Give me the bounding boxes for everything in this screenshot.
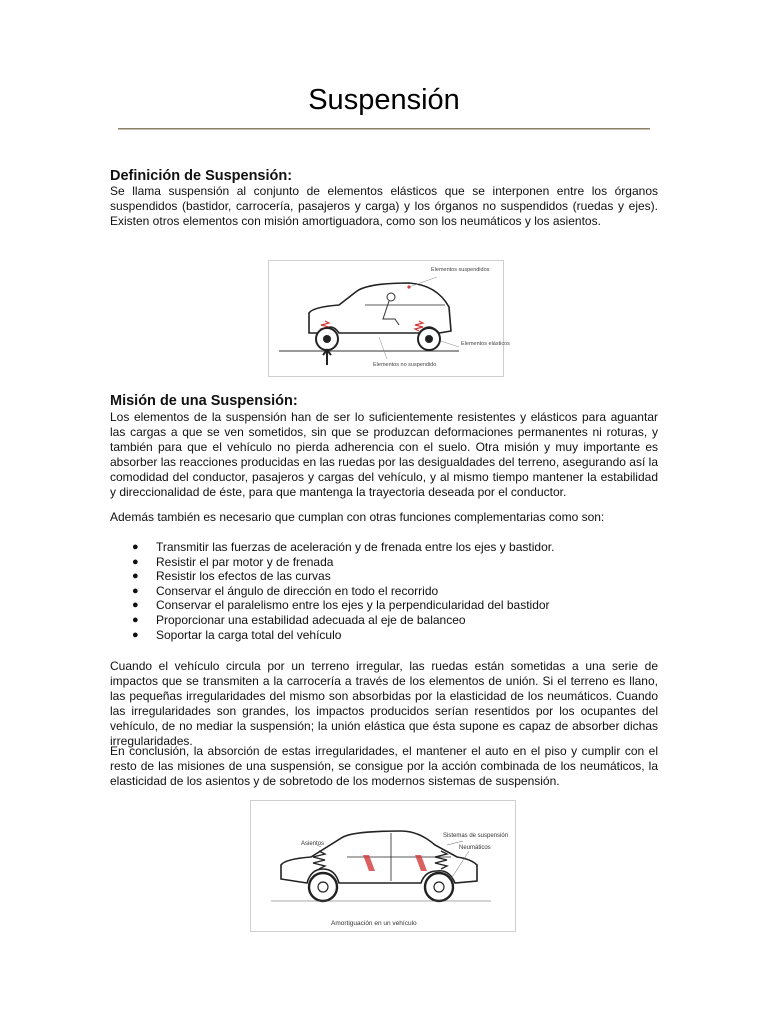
car-body-outline (309, 283, 451, 333)
bullet-icon: ● (132, 599, 139, 612)
title-divider (118, 128, 650, 130)
section-heading-mission: Misión de una Suspensión: (110, 393, 298, 409)
bullet-icon: ● (132, 584, 139, 597)
figure-caption: Amortiguación en un vehículo (331, 920, 417, 927)
bullet-icon: ● (132, 555, 139, 568)
list-item-text: Proporcionar una estabilidad adecuada al eje de balanceo (156, 612, 466, 627)
list-item (130, 613, 650, 628)
list-item-text: Resistir el par motor y de frenada (156, 554, 334, 569)
list-item-text: Conservar el paralelismo entre los ejes y la perpendicularidad del bastidor (156, 598, 550, 613)
vehicle-damping-figure (250, 800, 516, 932)
list-item (130, 598, 650, 613)
list-item (130, 569, 650, 584)
leader-line (379, 337, 387, 359)
mission-paragraph-1: Los elementos de la suspensión han de ser lo suficientemente resistentes y elásticos para aguantar las cargas a que se ven sometidos, sin que se produzcan deformaciones permanentes ni roturas, y también para que el vehículo no pierda adherencia con el suelo. Otra misión y muy importante es absorber las reacciones producidas en las ruedas por las desigualdades del terreno, asegurando así la comodidad del conductor, pasajeros y cargas del vehículo, y al mismo tiempo mantener la estabilidad y direccionalidad de éste, para que mantenga la trayectoria deseada por el conductor. (110, 410, 658, 499)
bullet-icon: ● (132, 628, 139, 641)
list-item (130, 628, 650, 643)
front-seat-icon (363, 855, 375, 871)
definition-paragraph: Se llama suspensión al conjunto de elementos elásticos que se interponen entre los órganos suspendidos (bastidor, carrocería, pasajeros y carga) y los órganos no suspendidos (ruedas y ejes). Existen otros elementos con misión amortiguadora, como son los neumáticos y los asientos. (110, 184, 658, 228)
driver-head-icon (387, 293, 395, 301)
complementary-functions-list (130, 540, 650, 642)
bullet-icon: ● (132, 613, 139, 626)
front-wheel-hub (323, 335, 331, 343)
rear-seat-icon (415, 855, 427, 871)
front-tire-icon (309, 873, 337, 901)
mission-paragraph-4: En conclusión, la absorción de estas irregularidades, el mantener el auto en el piso y cumplir con el resto de las misiones de una suspensión, se consigue por la acción combinada de los neumáticos, la elasticidad de los asientos y de sobretodo de los modernos sistemas de suspensión. (110, 744, 658, 788)
vehicle-damping-diagram (251, 801, 515, 931)
list-item-text: Conservar el ángulo de dirección en todo el recorrido (156, 583, 439, 598)
bullet-icon: ● (132, 570, 139, 583)
label-seats: Asientos (301, 841, 325, 847)
section-heading-definition: Definición de Suspensión: (110, 168, 293, 184)
rear-wheel-hub (425, 335, 433, 343)
label-elastic-elements: Elementos elásticos (461, 341, 510, 347)
impact-arrow-icon (323, 350, 331, 365)
car-suspension-diagram (269, 261, 510, 376)
bullet-icon: ● (132, 541, 139, 553)
list-item (130, 555, 650, 570)
document-title: Suspensión (308, 84, 460, 116)
list-item (130, 584, 650, 599)
suspension-diagram-figure (268, 260, 510, 377)
mission-paragraph-2: Además también es necesario que cumplan con otras funciones complementarias como son: (110, 510, 605, 524)
label-suspended-elements: Elementos suspendidos (431, 267, 490, 273)
rear-tire-icon (425, 873, 453, 901)
rear-suspension-spring-icon (435, 851, 447, 869)
leader-line (441, 341, 459, 347)
list-item-text: Soportar la carga total del vehículo (156, 627, 342, 642)
label-tires: Neumáticos (459, 845, 491, 851)
label-unsuspended-elements: Elementos no suspendido (373, 362, 437, 368)
list-item-text: Resistir los efectos de las curvas (156, 569, 331, 584)
label-suspension-systems: Sistemas de suspensión (443, 833, 509, 839)
list-item-text: Transmitir las fuerzas de aceleración y de frenada entre los ejes y bastidor. (156, 540, 555, 554)
mission-paragraph-3: Cuando el vehículo circula por un terreno irregular, las ruedas están sometidas a una serie de impactos que se transmiten a la carrocería a través de los elementos de unión. Si el terreno es llano, las pequeñas irregularidades del mismo son absorbidas por la elasticidad de los neumáticos. Cuando las irregularidades son grandes, los impactos producidos serían resentidos por los ocupantes del vehículo, de no mediar la suspensión; la unión elástica que ésta supone es capaz de absorber dichas irregularidades. (110, 659, 658, 748)
list-item (130, 540, 650, 555)
